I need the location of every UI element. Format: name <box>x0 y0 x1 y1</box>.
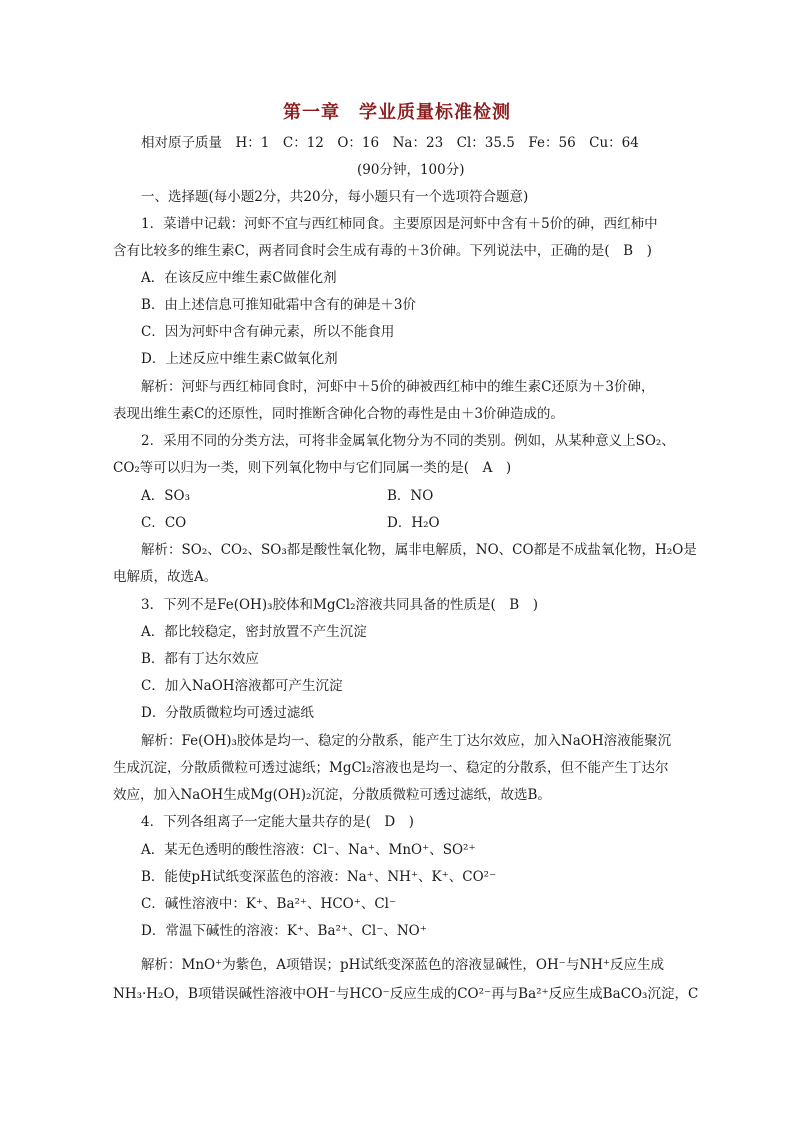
section-heading: 一、选择题(每小题2分，共20分，每小题只有一个选项符合题意) <box>141 189 529 205</box>
q2-stem-line1: 2．采用不同的分类方法，可将非金属氧化物分为不同的类别。例如，从某种意义上SO₂、 <box>141 433 675 449</box>
q1-stem-line1: 1．菜谱中记载：河虾不宜与西红柿同食。主要原因是河虾中含有＋5价的砷，西红柿中 <box>141 216 658 232</box>
q3-stem: 3．下列不是Fe(OH)₃胶体和MgCl₂溶液共同具备的性质是( B ) <box>141 597 538 613</box>
page-title: 第一章 学业质量标准检测 <box>283 102 511 123</box>
q1-option-b: B．由上述信息可推知砒霜中含有的砷是＋3价 <box>141 297 417 313</box>
q1-option-d: D．上述反应中维生素C做氧化剂 <box>141 351 338 367</box>
q4-stem: 4．下列各组离子一定能大量共存的是( D ) <box>141 814 414 830</box>
q2-option-d: D．H₂O <box>387 515 440 531</box>
q2-stem-line2: CO₂等可以归为一类，则下列氧化物中与它们同属一类的是( A ) <box>113 460 512 476</box>
q3-option-a: A．都比较稳定，密封放置不产生沉淀 <box>141 624 367 640</box>
q3-explanation-line2: 生成沉淀，分散质微粒可透过滤纸；MgCl₂溶液也是均一、稳定的分散系，但不能产生丁达尔 <box>113 760 669 776</box>
q4-option-a: A．某无色透明的酸性溶液：Cl⁻、Na⁺、MnO⁺、SO²⁺ <box>141 842 476 858</box>
q1-option-c: C．因为河虾中含有砷元素，所以不能食用 <box>141 324 395 340</box>
q2-explanation-line1: 解析：SO₂、CO₂、SO₃都是酸性氧化物，属非电解质，NO、CO都是不成盐氧化物，H₂O是 <box>141 542 697 558</box>
q3-option-c: C．加入NaOH溶液都可产生沉淀 <box>141 678 343 694</box>
q2-explanation-line2: 电解质，故选A。 <box>113 569 218 585</box>
q1-explanation-line2: 表现出维生素C的还原性，同时推断含砷化合物的毒性是由＋3价砷造成的。 <box>113 406 564 422</box>
q3-option-d: D．分散质微粒均可透过滤纸 <box>141 705 314 721</box>
atomic-masses: 相对原子质量 H：1 C：12 O：16 Na：23 Cl：35.5 Fe：56 Cu：64 <box>141 135 639 151</box>
q3-option-b: B．都有丁达尔效应 <box>141 651 259 667</box>
q4-option-d: D．常温下碱性的溶液：K⁺、Ba²⁺、Cl⁻、NO⁺ <box>141 923 427 939</box>
time-score: (90分钟，100分) <box>357 162 465 178</box>
q2-option-c: C．CO <box>141 515 187 531</box>
q3-explanation-line3: 效应，加入NaOH生成Mg(OH)₂沉淀，分散质微粒可透过滤纸，故选B。 <box>113 787 551 803</box>
q4-explanation-line1: 解析：MnO⁺为紫色，A项错误；pH试纸变深蓝色的溶液显碱性，OH⁻与NH⁺反应生成 <box>141 957 665 973</box>
q2-option-a: A．SO₃ <box>141 488 190 504</box>
q4-option-b: B．能使pH试纸变深蓝色的溶液：Na⁺、NH⁺、K⁺、CO²⁻ <box>141 869 497 885</box>
q4-explanation-line2: NH₃·H₂O，B项错误碱性溶液中OH⁻与HCO⁻反应生成的CO²⁻再与Ba²⁺反应生成BaCO₃沉淀，C <box>113 986 699 1002</box>
q4-option-c: C．碱性溶液中：K⁺、Ba²⁺、HCO⁺、Cl⁻ <box>141 896 397 912</box>
q1-stem-line2: 含有比较多的维生素C，两者同食时会生成有毒的＋3价砷。下列说法中，正确的是( B ) <box>113 243 652 259</box>
q1-explanation-line1: 解析：河虾与西红柿同食时，河虾中＋5价的砷被西红柿中的维生素C还原为＋3价砷， <box>141 379 655 395</box>
q3-explanation-line1: 解析：Fe(OH)₃胶体是均一、稳定的分散系，能产生丁达尔效应，加入NaOH溶液能聚沉 <box>141 733 672 749</box>
q1-option-a: A．在该反应中维生素C做催化剂 <box>141 270 337 286</box>
q2-option-b: B．NO <box>387 488 434 504</box>
